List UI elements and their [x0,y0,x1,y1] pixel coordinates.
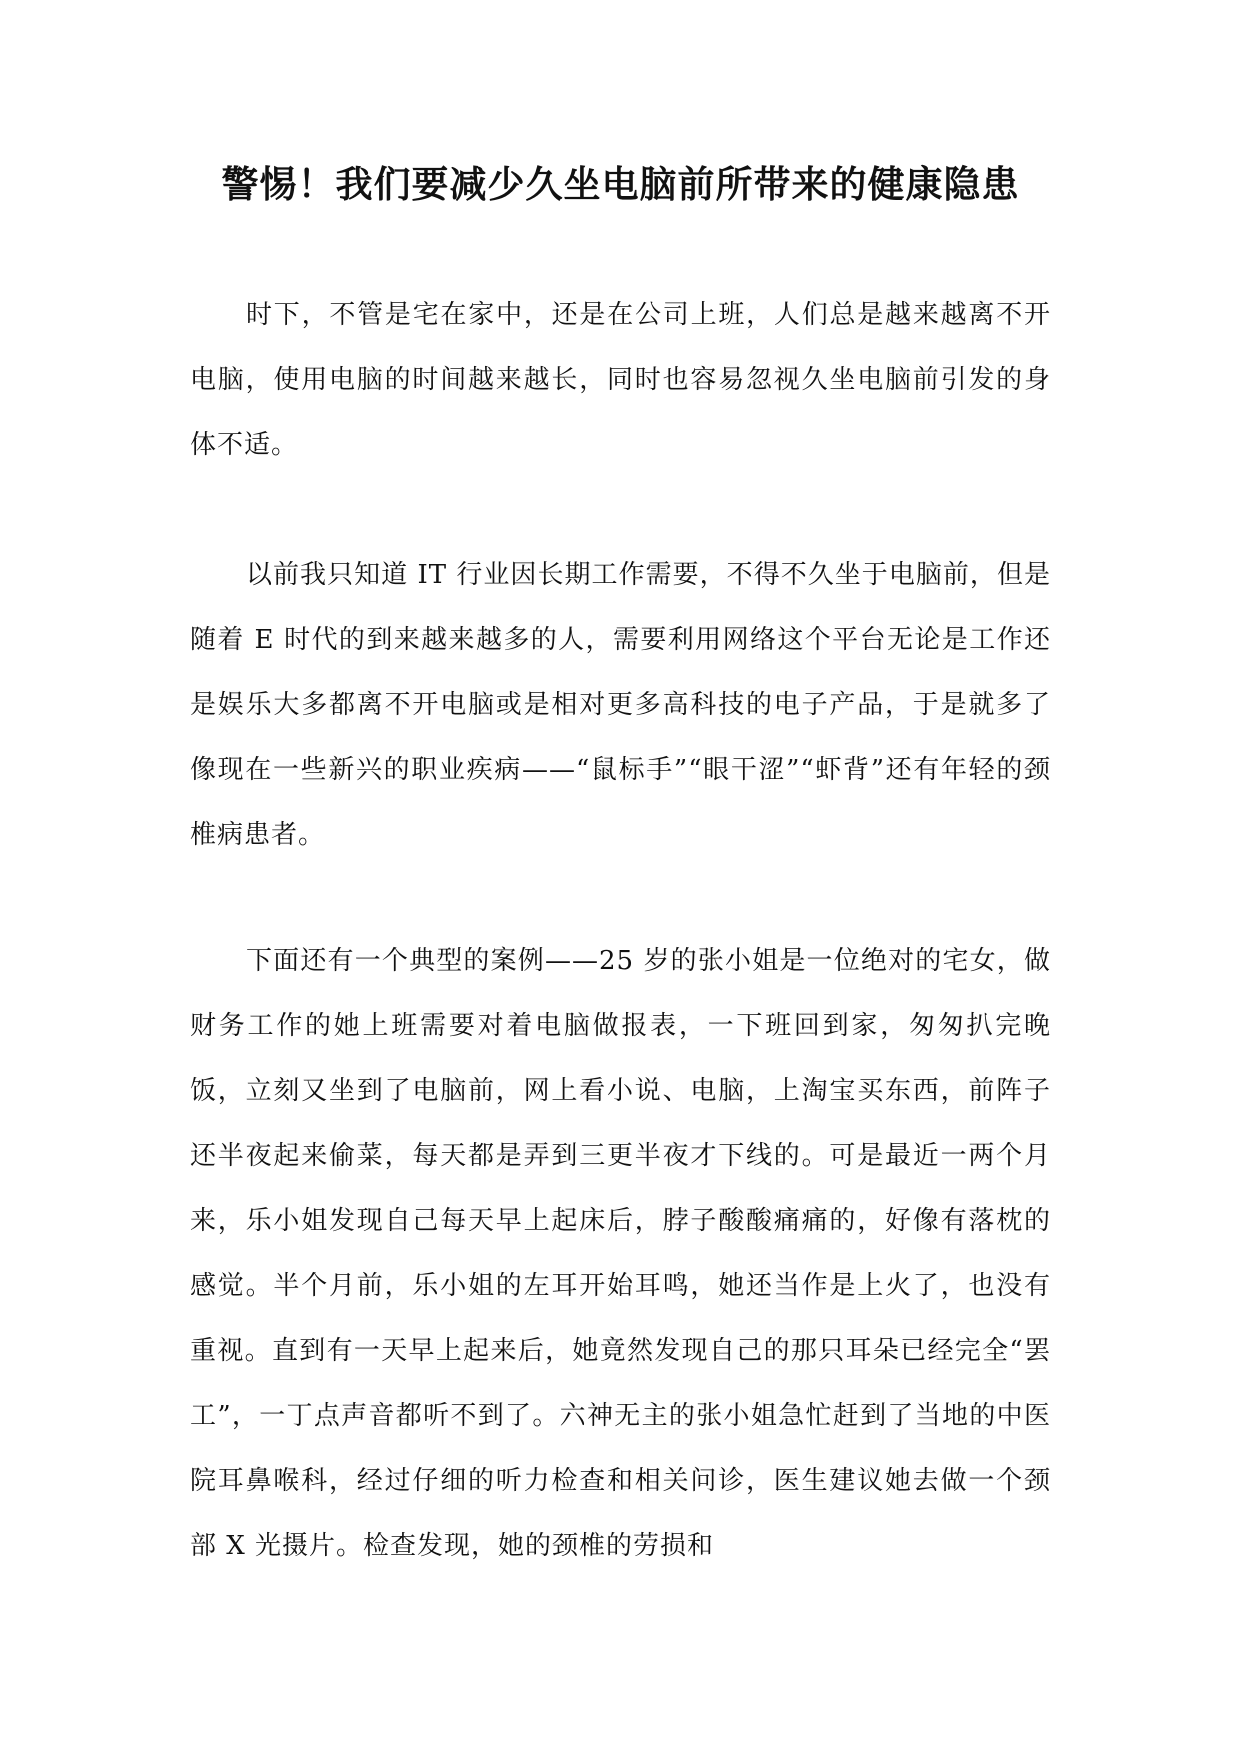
paragraph-3: 下面还有一个典型的案例——25 岁的张小姐是一位绝对的宅女，做财务工作的她上班需要对着电脑做报表，一下班回到家，匆匆扒完晚饭，立刻又坐到了电脑前，网上看小说、电脑，上淘宝买东西，前阵子还半夜起来偷菜，每天都是弄到三更半夜才下线的。可是最近一两个月来，乐小姐发现自己每天早上起床后，脖子酸酸痛痛的，好像有落枕的感觉。半个月前，乐小姐的左耳开始耳鸣，她还当作是上火了，也没有重视。直到有一天早上起来后，她竟然发现自己的那只耳朵已经完全“罢工”，一丁点声音都听不到了。六神无主的张小姐急忙赶到了当地的中医院耳鼻喉科，经过仔细的听力检查和相关问诊，医生建议她去做一个颈部 X 光摄片。检查发现，她的颈椎的劳损和 [190,946,1051,1561]
paragraph-1: 时下，不管是宅在家中，还是在公司上班，人们总是越来越离不开电脑，使用电脑的时间越来越长，同时也容易忽视久坐电脑前引发的身体不适。 [190,300,1051,460]
document-title: 警惕！我们要减少久坐电脑前所带来的健康隐患 [221,163,1020,206]
paragraph-2: 以前我只知道 IT 行业因长期工作需要，不得不久坐于电脑前，但是随着 E 时代的到来越来越多的人，需要利用网络这个平台无论是工作还是娱乐大多都离不开电脑或是相对更多高科技的电子产品，于是就多了像现在一些新兴的职业疾病——“鼠标手”“眼干涩”“虾背”还有年轻的颈椎病患者。 [190,560,1051,850]
